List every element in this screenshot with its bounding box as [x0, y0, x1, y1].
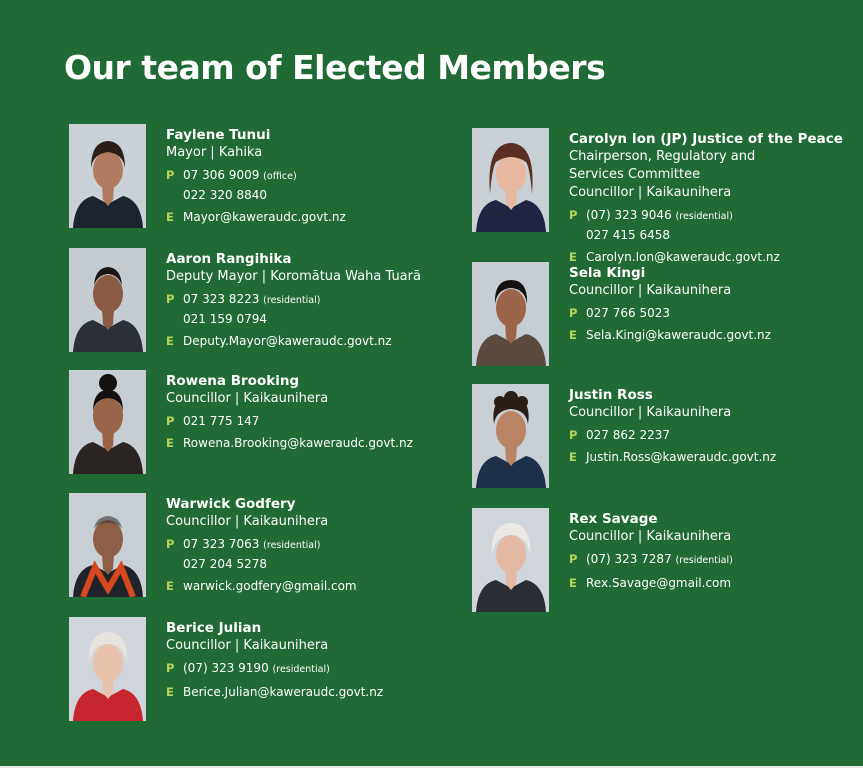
member-phone[interactable] — [183, 166, 297, 186]
phone-label: P — [569, 428, 578, 442]
email-contact — [569, 574, 863, 592]
member-email-link[interactable]: Deputy.Mayor@kaweraudc.govt.nz — [183, 334, 392, 348]
member-role: Councillor | Kaikaunihera — [166, 638, 329, 653]
phone-contact — [569, 206, 863, 244]
email-contact — [166, 332, 466, 350]
email-label: E — [166, 334, 174, 348]
member-info — [166, 496, 466, 595]
phone-number: (07) 323 9046 — [586, 208, 672, 222]
phone-note: (residential) — [675, 211, 733, 222]
email-label: E — [569, 576, 577, 590]
phone-number: 021 775 147 — [183, 414, 260, 428]
member-role: Deputy Mayor | Koromātua Waha Tuarā — [166, 269, 421, 284]
phone-label: P — [166, 661, 175, 675]
phone-number: 027 766 5023 — [586, 306, 670, 320]
member-photo — [472, 262, 549, 366]
phone-number: 07 306 9009 — [183, 168, 260, 182]
member-role: Councillor | Kaikaunihera — [569, 529, 732, 544]
member-phone[interactable] — [183, 186, 297, 204]
member-phone[interactable] — [586, 206, 733, 226]
phone-number: (07) 323 9190 — [183, 661, 269, 675]
member-email-link[interactable]: Sela.Kingi@kaweraudc.govt.nz — [586, 328, 771, 342]
member-name: Faylene Tunui — [166, 127, 271, 143]
member-info — [569, 511, 863, 592]
member-photo — [69, 493, 146, 597]
member-name: Berice Julian — [166, 620, 262, 636]
email-label: E — [166, 436, 174, 450]
member-photo — [472, 508, 549, 612]
phone-contact — [166, 290, 466, 328]
member-phone[interactable] — [586, 550, 733, 570]
member-photo — [69, 248, 146, 352]
member-phone[interactable] — [586, 426, 670, 444]
member-name: Warwick Godfery — [166, 496, 296, 512]
member-phone[interactable] — [586, 226, 733, 244]
member-name: Carolyn Ion (JP) Justice of the Peace — [569, 131, 843, 147]
email-label: E — [569, 450, 577, 464]
member-email-link[interactable]: Rowena.Brooking@kaweraudc.govt.nz — [183, 436, 413, 450]
member-info — [166, 127, 466, 226]
phone-note: (residential) — [272, 664, 330, 675]
phone-label: P — [166, 168, 175, 182]
member-phone[interactable] — [183, 310, 320, 328]
member-email-link[interactable]: Justin.Ross@kaweraudc.govt.nz — [586, 450, 777, 464]
member-role: Councillor | Kaikaunihera — [166, 514, 329, 529]
phone-number: (07) 323 7287 — [586, 552, 672, 566]
phone-label: P — [569, 552, 578, 566]
phone-number: 021 159 0794 — [183, 312, 267, 326]
member-role: Councillor | Kaikaunihera — [569, 405, 732, 420]
member-name: Rex Savage — [569, 511, 658, 527]
member-photo — [472, 128, 549, 232]
member-phone[interactable] — [183, 535, 320, 555]
member-phone[interactable] — [183, 659, 330, 679]
member-info — [569, 387, 863, 466]
email-contact — [569, 248, 863, 266]
member-info — [569, 265, 863, 344]
email-contact — [166, 577, 466, 595]
phone-label: P — [166, 414, 175, 428]
phone-note: (residential) — [675, 555, 733, 566]
phone-label: P — [569, 306, 578, 320]
member-info — [166, 251, 466, 350]
member-name: Justin Ross — [569, 387, 653, 403]
member-email-link[interactable]: Mayor@kaweraudc.govt.nz — [183, 210, 346, 224]
email-contact — [166, 683, 466, 701]
member-photo — [69, 617, 146, 721]
member-photo — [69, 370, 146, 474]
member-role: Councillor | Kaikaunihera — [166, 391, 329, 406]
member-role: Chairperson, Regulatory and — [569, 149, 756, 164]
email-label: E — [569, 328, 577, 342]
phone-label: P — [569, 208, 578, 222]
member-email-link[interactable]: Berice.Julian@kaweraudc.govt.nz — [183, 685, 384, 699]
email-contact — [166, 208, 466, 226]
phone-note: (office) — [263, 171, 297, 182]
phone-contact — [569, 304, 863, 322]
phone-label: P — [166, 292, 175, 306]
member-photo — [69, 124, 146, 228]
phone-number: 027 415 6458 — [586, 228, 670, 242]
email-label: E — [166, 685, 174, 699]
phone-number: 022 320 8840 — [183, 188, 267, 202]
phone-contact — [166, 166, 466, 204]
member-email-link[interactable]: warwick.godfery@gmail.com — [183, 579, 357, 593]
phone-note: (residential) — [263, 295, 321, 306]
member-phone[interactable] — [183, 555, 320, 573]
email-label: E — [166, 210, 174, 224]
member-name: Rowena Brooking — [166, 373, 300, 389]
email-contact — [569, 448, 863, 466]
email-contact — [569, 326, 863, 344]
member-role: Services Committee — [569, 167, 701, 182]
phone-contact — [166, 535, 466, 573]
phone-number: 027 862 2237 — [586, 428, 670, 442]
email-label: E — [569, 250, 577, 264]
member-email-link[interactable]: Carolyn.Ion@kaweraudc.govt.nz — [586, 250, 780, 264]
member-name: Aaron Rangihika — [166, 251, 292, 267]
member-info — [166, 620, 466, 701]
member-role: Mayor | Kahika — [166, 145, 263, 160]
page-title: Our team of Elected Members — [64, 48, 606, 87]
phone-contact — [166, 412, 466, 430]
phone-number: 07 323 8223 — [183, 292, 260, 306]
email-label: E — [166, 579, 174, 593]
member-info — [166, 373, 466, 452]
email-contact — [166, 434, 466, 452]
member-role: Councillor | Kaikaunihera — [569, 283, 732, 298]
member-email-link[interactable]: Rex.Savage@gmail.com — [586, 576, 732, 590]
member-phone[interactable] — [183, 290, 320, 310]
phone-label: P — [166, 537, 175, 551]
phone-contact — [166, 659, 466, 679]
member-photo — [472, 384, 549, 488]
phone-number: 027 204 5278 — [183, 557, 267, 571]
phone-contact — [569, 550, 863, 570]
member-info — [569, 131, 863, 266]
member-phone[interactable] — [586, 304, 670, 322]
phone-note: (residential) — [263, 540, 321, 551]
member-name: Sela Kingi — [569, 265, 646, 281]
phone-number: 07 323 7063 — [183, 537, 260, 551]
member-phone[interactable] — [183, 412, 259, 430]
phone-contact — [569, 426, 863, 444]
member-role: Councillor | Kaikaunihera — [569, 185, 732, 200]
